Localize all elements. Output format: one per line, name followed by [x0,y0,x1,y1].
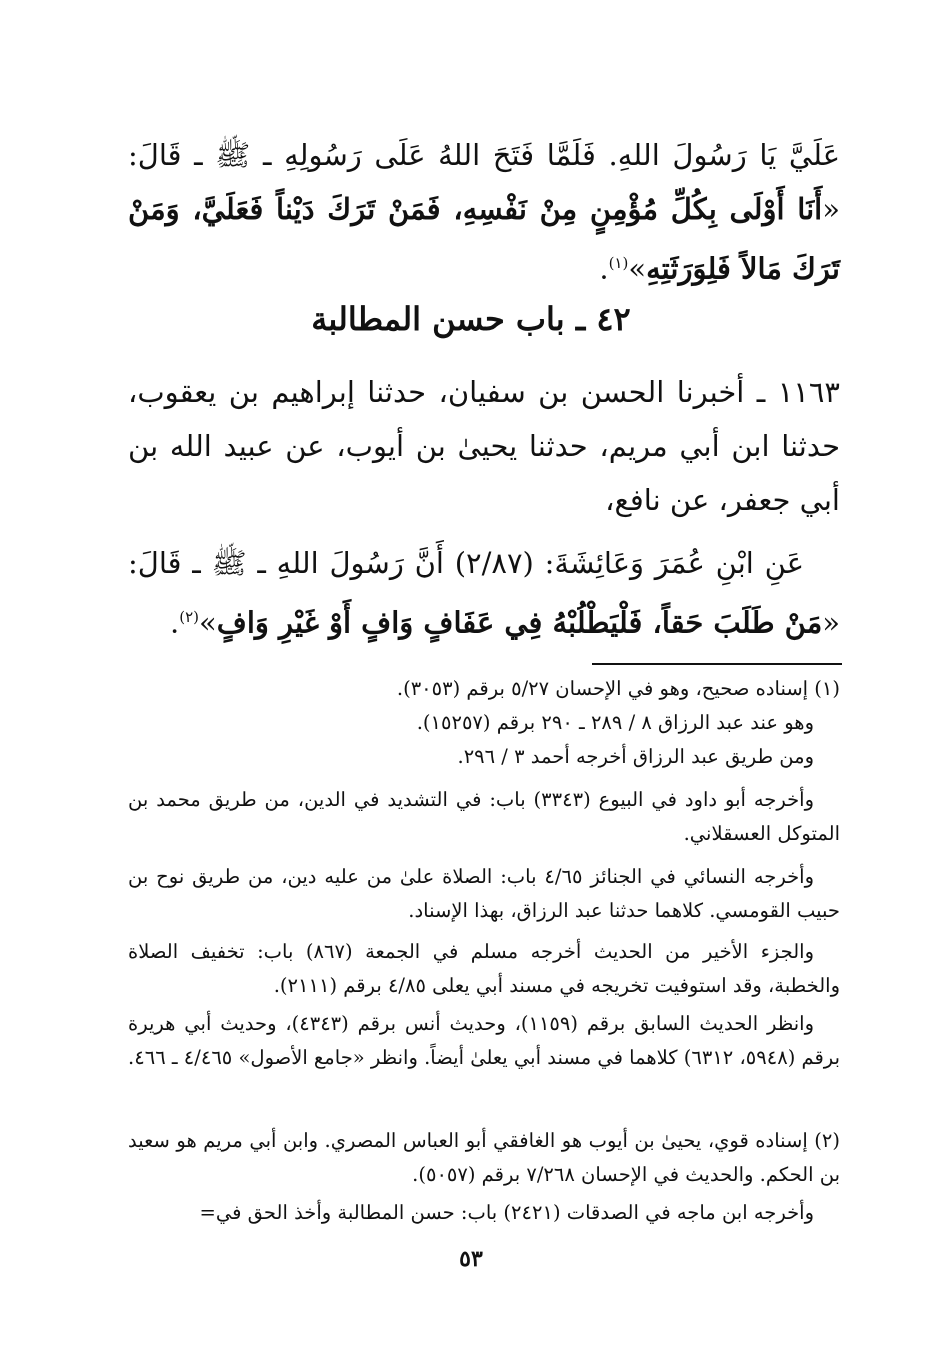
footnote-1-para: ومن طريق عبد الرزاق أخرجه أحمد ٣ / ٢٩٦. [457,745,814,768]
chapter-heading: ٤٢ ـ باب حسن المطالبة [311,300,631,338]
quote-close: » [199,605,217,640]
footnote-1-para: وانظر الحديث السابق برقم (١١٥٩)، وحديث أنس برقم (٤٣٤٣)، وحديث أبي هريرة برقم (٥٩٤٨، ٦٣١٢) كلاهما في مسند أبي يعلىٰ أيضاً. وانظر «جامع الأصول» ٤/٤٦٥ ـ ٤٦٦. [128,1012,840,1069]
footnote-2: (٢) إسناده قوي، يحيىٰ بن أيوب هو الغافقي أبو العباس المصري. وابن أبي مريم هو سعيد بن الحكم. والحديث في الإحسان ٧/٢٦٨ برقم (٥٠٥٧). [128,1129,840,1186]
footnote-1-para: وأخرجه أبو داود في البيوع (٣٣٤٣) باب: في التشديد في الدين، من طريق محمد بن المتوكل العسقلاني. [128,788,840,845]
footnote-1: (١) إسناده صحيح، وهو في الإحسان ٥/٢٧ برقم (٣٠٥٣). [396,677,840,700]
matn-intro: عَنِ ابْنِ عُمَرَ وَعَائِشَةَ: (٢/٨٧) أَنَّ رَسُولَ اللهِ ـ ﷺ ـ قَالَ: « [128,546,840,640]
period: . [170,605,180,640]
page-number: ٥٣ [459,1246,483,1272]
hadith-quote-text: أَنَا أَوْلَى بِكُلِّ مُؤْمِنٍ مِنْ نَفْسِهِ، فَمَنْ تَرَكَ دَيْناً فَعَلَيَّ، وَمَنْ تَرَكَ مَالاً فَلِوَرَثَتِهِ [128,192,840,286]
footnote-ref-2: (٢) [179,608,200,626]
continuation-text: عَلَيَّ يَا رَسُولَ اللهِ. فَلَمَّا فَتَحَ اللهُ عَلَى رَسُولِهِ ـ ﷺ ـ قَالَ: « [128,138,840,226]
footnote-2-para: وأخرجه ابن ماجه في الصدقات (٢٤٢١) باب: حسن المطالبة وأخذ الحق في= [199,1201,814,1224]
footnote-ref-1: (١) [608,254,629,272]
footnote-1-para: وأخرجه النسائي في الجنائز ٤/٦٥ باب: الصلاة علىٰ من عليه دين، من طريق نوح بن حبيب القومسي. كلاهما حدثنا عبد الرزاق، بهذا الإسناد. [128,865,840,922]
footnote-1-para: وهو عند عبد الرزاق ٨ / ٢٨٩ ـ ٢٩٠ برقم (١٥٢٥٧). [416,711,814,734]
footnote-separator [592,663,842,665]
continuation-paragraph [128,128,840,296]
quote-close: » [628,251,647,286]
matn-quote-text: مَنْ طَلَبَ حَقاً، فَلْيَطْلُبْهُ فِي عَفَافٍ وَافٍ أَوْ غَيْرِ وَافٍ [216,605,823,640]
period: . [599,251,609,286]
hadith-matn [128,536,840,650]
footnote-1-para: والجزء الأخير من الحديث أخرجه مسلم في الجمعة (٨٦٧) باب: تخفيف الصلاة والخطبة، وقد استوفيت تخريجه في مسند أبي يعلى ٤/٨٥ برقم (٢١١١). [128,940,840,997]
hadith-isnad: ١١٦٣ ـ أخبرنا الحسن بن سفيان، حدثنا إبراهيم بن يعقوب، حدثنا ابن أبي مريم، حدثنا يحيىٰ بن أيوب، عن عبيد الله بن أبي جعفر، عن نافع، [128,375,840,517]
